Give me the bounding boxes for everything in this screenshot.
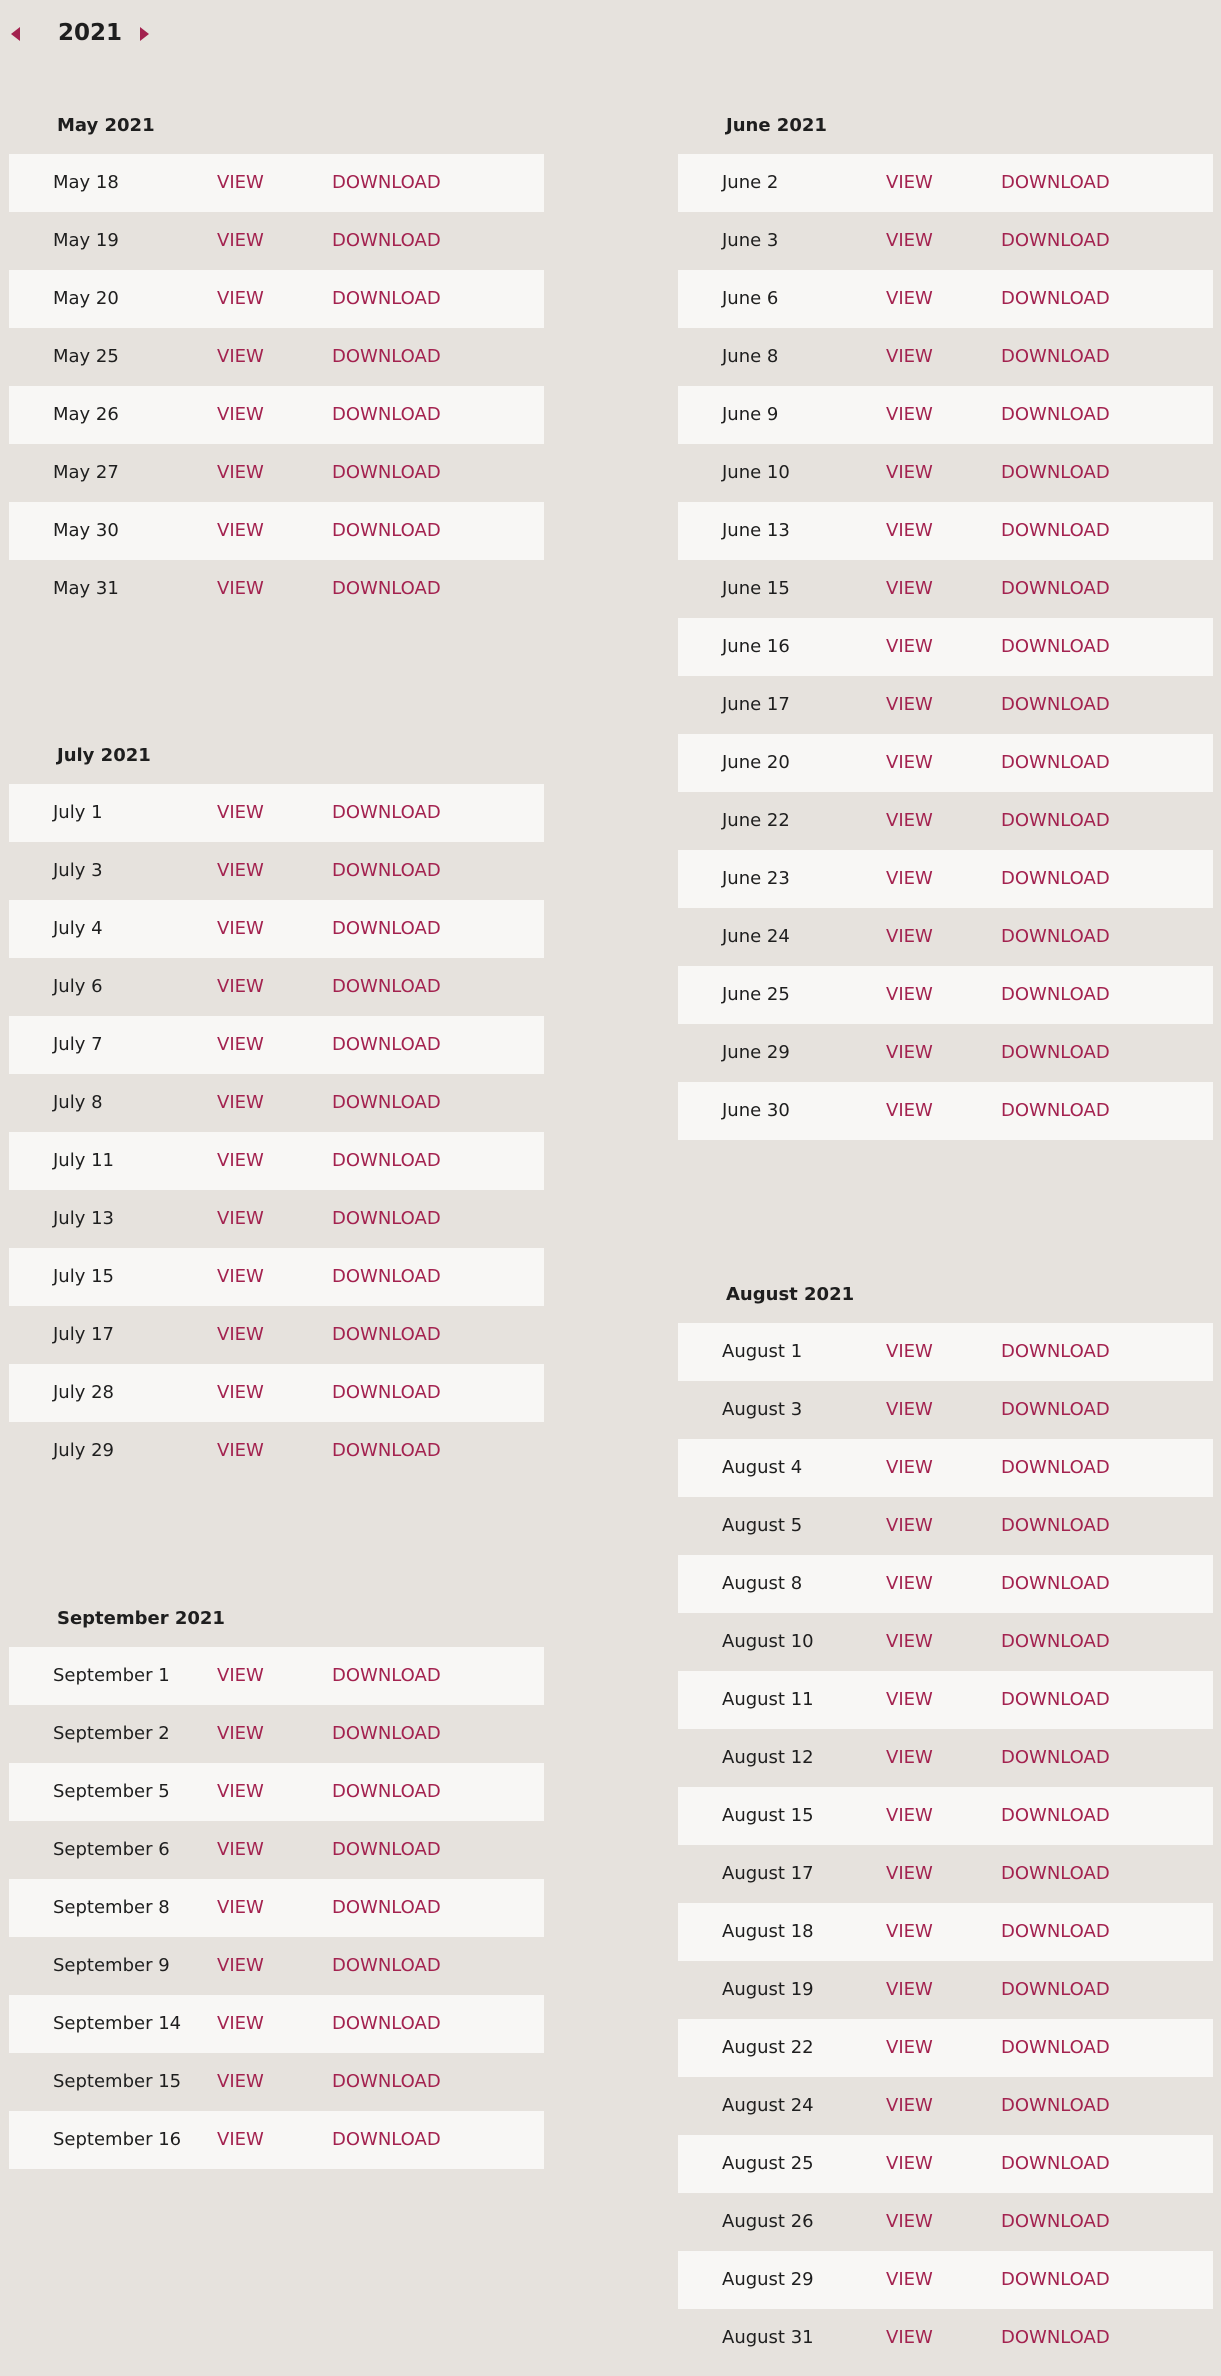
download-link[interactable]: DOWNLOAD <box>1001 578 1110 599</box>
download-link[interactable]: DOWNLOAD <box>332 2071 441 2092</box>
download-link[interactable]: DOWNLOAD <box>332 1034 441 1055</box>
view-link[interactable]: VIEW <box>217 1955 264 1976</box>
report-row <box>678 502 1213 560</box>
view-link[interactable]: VIEW <box>886 1979 933 2000</box>
year-label: 2021 <box>58 20 123 46</box>
view-link[interactable]: VIEW <box>217 288 264 309</box>
report-date: August 4 <box>722 1457 803 1478</box>
report-row <box>678 1555 1213 1613</box>
download-link[interactable]: DOWNLOAD <box>332 1150 441 1171</box>
view-link[interactable]: VIEW <box>217 1150 264 1171</box>
report-date: July 6 <box>53 976 103 997</box>
report-date: August 1 <box>722 1341 803 1362</box>
view-link[interactable]: VIEW <box>886 1921 933 1942</box>
download-link[interactable]: DOWNLOAD <box>332 2129 441 2150</box>
view-link[interactable]: VIEW <box>886 1100 933 1121</box>
download-link[interactable]: DOWNLOAD <box>332 1324 441 1345</box>
report-date: August 18 <box>722 1921 814 1942</box>
view-link[interactable]: VIEW <box>886 1399 933 1420</box>
report-date: June 10 <box>722 462 790 483</box>
report-list <box>9 784 544 1480</box>
report-date: September 1 <box>53 1665 170 1686</box>
report-row <box>9 1879 544 1937</box>
month-title: May 2021 <box>57 115 155 136</box>
report-row <box>678 966 1213 1024</box>
report-date: July 7 <box>53 1034 103 1055</box>
report-date: July 8 <box>53 1092 103 1113</box>
report-row <box>678 212 1213 270</box>
download-link[interactable]: DOWNLOAD <box>1001 1457 1110 1478</box>
report-list <box>678 154 1213 1140</box>
report-row <box>9 2053 544 2111</box>
download-link[interactable]: DOWNLOAD <box>332 2013 441 2034</box>
report-row <box>678 1903 1213 1961</box>
report-row <box>678 734 1213 792</box>
view-link[interactable]: VIEW <box>217 1897 264 1918</box>
download-link[interactable]: DOWNLOAD <box>1001 1805 1110 1826</box>
download-link[interactable]: DOWNLOAD <box>1001 1573 1110 1594</box>
download-link[interactable]: DOWNLOAD <box>1001 636 1110 657</box>
view-link[interactable]: VIEW <box>217 1034 264 1055</box>
report-row <box>678 2135 1213 2193</box>
report-row <box>678 1845 1213 1903</box>
report-date: June 22 <box>722 810 790 831</box>
report-row <box>9 1705 544 1763</box>
report-row <box>678 2193 1213 2251</box>
report-row <box>9 502 544 560</box>
download-link[interactable]: DOWNLOAD <box>1001 2153 1110 2174</box>
view-link[interactable]: VIEW <box>217 918 264 939</box>
view-link[interactable]: VIEW <box>886 636 933 657</box>
report-date: May 27 <box>53 462 119 483</box>
report-row <box>9 900 544 958</box>
view-link[interactable]: VIEW <box>217 802 264 823</box>
report-row <box>9 270 544 328</box>
report-date: August 11 <box>722 1689 814 1710</box>
view-link[interactable]: VIEW <box>217 1324 264 1345</box>
report-date: August 25 <box>722 2153 814 2174</box>
download-link[interactable]: DOWNLOAD <box>1001 2095 1110 2116</box>
report-list <box>9 1647 544 2169</box>
download-link[interactable]: DOWNLOAD <box>1001 926 1110 947</box>
view-link[interactable]: VIEW <box>217 1440 264 1461</box>
report-row <box>678 676 1213 734</box>
report-row <box>678 850 1213 908</box>
report-date: June 17 <box>722 694 790 715</box>
view-link[interactable]: VIEW <box>217 2071 264 2092</box>
report-date: May 25 <box>53 346 119 367</box>
report-date: May 31 <box>53 578 119 599</box>
view-link[interactable]: VIEW <box>217 1092 264 1113</box>
report-date: August 31 <box>722 2327 814 2348</box>
report-date: August 15 <box>722 1805 814 1826</box>
download-link[interactable]: DOWNLOAD <box>332 462 441 483</box>
year-navigation <box>0 0 200 70</box>
report-row <box>678 1082 1213 1140</box>
download-link[interactable]: DOWNLOAD <box>1001 1631 1110 1652</box>
report-row <box>9 958 544 1016</box>
report-date: June 8 <box>722 346 779 367</box>
view-link[interactable]: VIEW <box>217 1382 264 1403</box>
view-link[interactable]: VIEW <box>886 288 933 309</box>
download-link[interactable]: DOWNLOAD <box>1001 2211 1110 2232</box>
download-link[interactable]: DOWNLOAD <box>1001 230 1110 251</box>
report-row <box>9 328 544 386</box>
report-row <box>9 1821 544 1879</box>
triangle-left-icon[interactable] <box>11 27 20 41</box>
view-link[interactable]: VIEW <box>217 1266 264 1287</box>
download-link[interactable]: DOWNLOAD <box>1001 2327 1110 2348</box>
download-link[interactable]: DOWNLOAD <box>1001 404 1110 425</box>
view-link[interactable]: VIEW <box>217 1208 264 1229</box>
view-link[interactable]: VIEW <box>217 976 264 997</box>
report-row <box>678 2019 1213 2077</box>
download-link[interactable]: DOWNLOAD <box>332 288 441 309</box>
report-date: July 15 <box>53 1266 114 1287</box>
report-date: August 17 <box>722 1863 814 1884</box>
report-date: May 30 <box>53 520 119 541</box>
report-row <box>9 1422 544 1480</box>
report-date: September 14 <box>53 2013 182 2034</box>
report-row <box>678 1381 1213 1439</box>
view-link[interactable]: VIEW <box>886 404 933 425</box>
view-link[interactable]: VIEW <box>217 578 264 599</box>
report-row <box>9 1364 544 1422</box>
view-link[interactable]: VIEW <box>886 2153 933 2174</box>
view-link[interactable]: VIEW <box>886 578 933 599</box>
report-date: August 22 <box>722 2037 814 2058</box>
download-link[interactable]: DOWNLOAD <box>332 1955 441 1976</box>
month-title: September 2021 <box>57 1608 225 1629</box>
download-link[interactable]: DOWNLOAD <box>1001 1042 1110 1063</box>
report-date: August 26 <box>722 2211 814 2232</box>
view-link[interactable]: VIEW <box>217 1781 264 1802</box>
download-link[interactable]: DOWNLOAD <box>332 1092 441 1113</box>
download-link[interactable]: DOWNLOAD <box>332 172 441 193</box>
view-link[interactable]: VIEW <box>886 2037 933 2058</box>
download-link[interactable]: DOWNLOAD <box>332 404 441 425</box>
download-link[interactable]: DOWNLOAD <box>1001 520 1110 541</box>
view-link[interactable]: VIEW <box>886 1515 933 1536</box>
report-row <box>9 784 544 842</box>
report-row <box>678 444 1213 502</box>
month-title: August 2021 <box>726 1284 855 1305</box>
report-date: August 29 <box>722 2269 814 2290</box>
download-link[interactable]: DOWNLOAD <box>1001 984 1110 1005</box>
report-row <box>9 2111 544 2169</box>
report-row <box>678 1729 1213 1787</box>
view-link[interactable]: VIEW <box>217 1723 264 1744</box>
download-link[interactable]: DOWNLOAD <box>332 1897 441 1918</box>
download-link[interactable]: DOWNLOAD <box>1001 1979 1110 2000</box>
view-link[interactable]: VIEW <box>217 230 264 251</box>
view-link[interactable]: VIEW <box>886 1747 933 1768</box>
report-row <box>678 1671 1213 1729</box>
view-link[interactable]: VIEW <box>886 694 933 715</box>
download-link[interactable]: DOWNLOAD <box>1001 694 1110 715</box>
download-link[interactable]: DOWNLOAD <box>1001 346 1110 367</box>
report-row <box>678 618 1213 676</box>
report-date: August 5 <box>722 1515 803 1536</box>
view-link[interactable]: VIEW <box>217 2129 264 2150</box>
report-row <box>9 212 544 270</box>
report-date: June 13 <box>722 520 790 541</box>
report-row <box>678 2251 1213 2309</box>
view-link[interactable]: VIEW <box>886 520 933 541</box>
view-link[interactable]: VIEW <box>886 462 933 483</box>
download-link[interactable]: DOWNLOAD <box>332 976 441 997</box>
report-date: July 28 <box>53 1382 114 1403</box>
report-row <box>678 1024 1213 1082</box>
report-row <box>678 1439 1213 1497</box>
report-date: September 9 <box>53 1955 170 1976</box>
report-row <box>9 1937 544 1995</box>
report-row <box>678 1613 1213 1671</box>
download-link[interactable]: DOWNLOAD <box>1001 1747 1110 1768</box>
report-row <box>9 842 544 900</box>
report-date: July 1 <box>53 802 103 823</box>
view-link[interactable]: VIEW <box>886 752 933 773</box>
view-link[interactable]: VIEW <box>886 1042 933 1063</box>
view-link[interactable]: VIEW <box>217 1839 264 1860</box>
download-link[interactable]: DOWNLOAD <box>332 918 441 939</box>
report-list <box>9 154 544 618</box>
download-link[interactable]: DOWNLOAD <box>1001 172 1110 193</box>
download-link[interactable]: DOWNLOAD <box>332 520 441 541</box>
report-row <box>678 908 1213 966</box>
view-link[interactable]: VIEW <box>217 346 264 367</box>
report-date: July 17 <box>53 1324 114 1345</box>
report-row <box>9 154 544 212</box>
report-date: June 9 <box>722 404 779 425</box>
download-link[interactable]: DOWNLOAD <box>1001 462 1110 483</box>
view-link[interactable]: VIEW <box>886 346 933 367</box>
report-row <box>9 1074 544 1132</box>
download-link[interactable]: DOWNLOAD <box>332 1440 441 1461</box>
download-link[interactable]: DOWNLOAD <box>332 346 441 367</box>
view-link[interactable]: VIEW <box>886 2327 933 2348</box>
report-date: June 3 <box>722 230 779 251</box>
view-link[interactable]: VIEW <box>886 1457 933 1478</box>
view-link[interactable]: VIEW <box>217 462 264 483</box>
download-link[interactable]: DOWNLOAD <box>1001 2037 1110 2058</box>
report-date: June 29 <box>722 1042 790 1063</box>
report-date: May 18 <box>53 172 119 193</box>
report-date: August 8 <box>722 1573 803 1594</box>
report-row <box>9 1995 544 2053</box>
view-link[interactable]: VIEW <box>886 172 933 193</box>
report-row <box>9 444 544 502</box>
report-date: July 3 <box>53 860 103 881</box>
report-date: June 2 <box>722 172 779 193</box>
report-row <box>678 1497 1213 1555</box>
download-link[interactable]: DOWNLOAD <box>1001 288 1110 309</box>
month-title: June 2021 <box>726 115 827 136</box>
view-link[interactable]: VIEW <box>886 926 933 947</box>
report-date: September 6 <box>53 1839 170 1860</box>
download-link[interactable]: DOWNLOAD <box>332 1665 441 1686</box>
report-row <box>9 1248 544 1306</box>
view-link[interactable]: VIEW <box>886 1689 933 1710</box>
download-link[interactable]: DOWNLOAD <box>332 1382 441 1403</box>
report-row <box>678 154 1213 212</box>
report-date: July 29 <box>53 1440 114 1461</box>
download-link[interactable]: DOWNLOAD <box>1001 2269 1110 2290</box>
report-row <box>678 1323 1213 1381</box>
report-date: July 13 <box>53 1208 114 1229</box>
report-row <box>9 1647 544 1705</box>
report-date: June 24 <box>722 926 790 947</box>
report-date: August 3 <box>722 1399 803 1420</box>
view-link[interactable]: VIEW <box>886 1863 933 1884</box>
report-row <box>9 1132 544 1190</box>
report-date: June 30 <box>722 1100 790 1121</box>
report-date: September 2 <box>53 1723 170 1744</box>
report-date: September 15 <box>53 2071 182 2092</box>
view-link[interactable]: VIEW <box>886 2269 933 2290</box>
report-date: September 16 <box>53 2129 182 2150</box>
download-link[interactable]: DOWNLOAD <box>332 802 441 823</box>
view-link[interactable]: VIEW <box>217 1665 264 1686</box>
view-link[interactable]: VIEW <box>217 172 264 193</box>
download-link[interactable]: DOWNLOAD <box>1001 868 1110 889</box>
report-row <box>678 2309 1213 2367</box>
view-link[interactable]: VIEW <box>886 984 933 1005</box>
report-date: May 20 <box>53 288 119 309</box>
view-link[interactable]: VIEW <box>217 520 264 541</box>
report-date: August 24 <box>722 2095 814 2116</box>
report-row <box>9 560 544 618</box>
download-link[interactable]: DOWNLOAD <box>332 1781 441 1802</box>
view-link[interactable]: VIEW <box>886 1341 933 1362</box>
report-date: May 26 <box>53 404 119 425</box>
report-date: September 5 <box>53 1781 170 1802</box>
report-date: September 8 <box>53 1897 170 1918</box>
month-title: July 2021 <box>57 745 151 766</box>
view-link[interactable]: VIEW <box>886 810 933 831</box>
download-link[interactable]: DOWNLOAD <box>332 860 441 881</box>
report-date: July 4 <box>53 918 103 939</box>
report-row <box>678 1787 1213 1845</box>
view-link[interactable]: VIEW <box>217 860 264 881</box>
report-date: August 19 <box>722 1979 814 2000</box>
report-row <box>678 270 1213 328</box>
report-row <box>678 1961 1213 2019</box>
download-link[interactable]: DOWNLOAD <box>1001 1515 1110 1536</box>
download-link[interactable]: DOWNLOAD <box>1001 1100 1110 1121</box>
report-date: June 15 <box>722 578 790 599</box>
report-row <box>9 1306 544 1364</box>
download-link[interactable]: DOWNLOAD <box>1001 1689 1110 1710</box>
report-date: June 20 <box>722 752 790 773</box>
view-link[interactable]: VIEW <box>217 404 264 425</box>
report-row <box>678 560 1213 618</box>
triangle-right-icon[interactable] <box>140 27 149 41</box>
download-link[interactable]: DOWNLOAD <box>332 578 441 599</box>
download-link[interactable]: DOWNLOAD <box>1001 1341 1110 1362</box>
report-row <box>9 1016 544 1074</box>
view-link[interactable]: VIEW <box>886 1631 933 1652</box>
report-row <box>9 386 544 444</box>
report-date: May 19 <box>53 230 119 251</box>
download-link[interactable]: DOWNLOAD <box>1001 1863 1110 1884</box>
download-link[interactable]: DOWNLOAD <box>1001 1399 1110 1420</box>
report-row <box>9 1190 544 1248</box>
report-date: July 11 <box>53 1150 114 1171</box>
report-row <box>678 2077 1213 2135</box>
report-date: August 10 <box>722 1631 814 1652</box>
report-date: June 6 <box>722 288 779 309</box>
view-link[interactable]: VIEW <box>217 2013 264 2034</box>
report-row <box>678 386 1213 444</box>
report-row <box>678 792 1213 850</box>
download-link[interactable]: DOWNLOAD <box>332 1839 441 1860</box>
report-date: June 23 <box>722 868 790 889</box>
view-link[interactable]: VIEW <box>886 2095 933 2116</box>
download-link[interactable]: DOWNLOAD <box>332 1266 441 1287</box>
download-link[interactable]: DOWNLOAD <box>1001 810 1110 831</box>
download-link[interactable]: DOWNLOAD <box>332 230 441 251</box>
view-link[interactable]: VIEW <box>886 230 933 251</box>
download-link[interactable]: DOWNLOAD <box>1001 752 1110 773</box>
report-row <box>678 328 1213 386</box>
download-link[interactable]: DOWNLOAD <box>332 1208 441 1229</box>
report-date: June 16 <box>722 636 790 657</box>
report-date: August 12 <box>722 1747 814 1768</box>
view-link[interactable]: VIEW <box>886 868 933 889</box>
view-link[interactable]: VIEW <box>886 1805 933 1826</box>
report-list <box>678 1323 1213 2367</box>
view-link[interactable]: VIEW <box>886 1573 933 1594</box>
download-link[interactable]: DOWNLOAD <box>332 1723 441 1744</box>
view-link[interactable]: VIEW <box>886 2211 933 2232</box>
report-date: June 25 <box>722 984 790 1005</box>
report-row <box>9 1763 544 1821</box>
download-link[interactable]: DOWNLOAD <box>1001 1921 1110 1942</box>
